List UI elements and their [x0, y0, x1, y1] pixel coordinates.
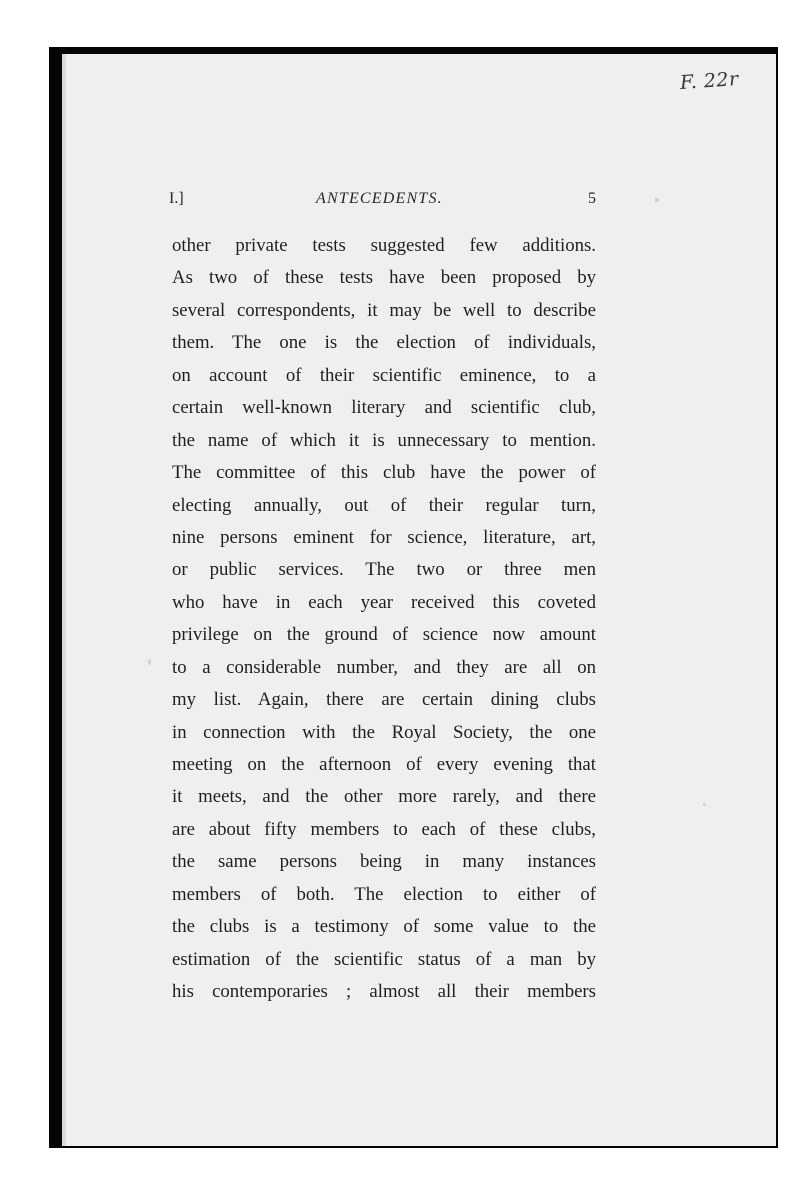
- text-line: it meets, and the other more rarely, and there: [172, 786, 596, 808]
- paper-speck: [655, 198, 659, 202]
- paper-speck: [703, 803, 706, 806]
- text-line: the name of which it is unnecessary to mention.: [172, 429, 596, 451]
- text-line: several correspondents, it may be well to describe: [172, 299, 596, 321]
- text-line: in connection with the Royal Society, the one: [172, 721, 596, 743]
- text-line: them. The one is the election of individuals,: [172, 332, 596, 354]
- text-line: members of both. The election to either of: [172, 883, 596, 905]
- running-title: ANTECEDENTS.: [316, 190, 443, 207]
- text-line: his contemporaries ; almost all their members: [172, 981, 596, 1003]
- text-line: other private tests suggested few additions.: [172, 235, 596, 256]
- page-number: 5: [588, 190, 596, 207]
- body-text: [172, 230, 596, 1009]
- text-line: the same persons being in many instances: [172, 851, 596, 873]
- text-line: to a considerable number, and they are all on: [172, 656, 596, 678]
- text-line: who have in each year received this coveted: [172, 591, 596, 613]
- text-line: The committee of this club have the power of: [172, 462, 596, 484]
- page-edge-shadow: [62, 54, 66, 1146]
- text-line: estimation of the scientific status of a man by: [172, 948, 596, 970]
- text-line: privilege on the ground of science now amount: [172, 624, 596, 646]
- text-line: meeting on the afternoon of every evening that: [172, 754, 596, 775]
- text-line: on account of their scientific eminence, to a: [172, 364, 596, 386]
- text-line: are about fifty members to each of these clubs,: [172, 818, 596, 840]
- chapter-number: I.]: [169, 190, 184, 207]
- paper-speck: [148, 659, 151, 665]
- running-head: [169, 190, 599, 214]
- text-line: certain well-known literary and scientific club,: [172, 397, 596, 419]
- text-line: my list. Again, there are certain dining clubs: [172, 689, 596, 711]
- text-line: or public services. The two or three men: [172, 559, 596, 581]
- text-line: electing annually, out of their regular turn,: [172, 494, 596, 516]
- folio-annotation: F. 22r: [679, 67, 740, 95]
- text-line: nine persons eminent for science, literature, art,: [172, 526, 596, 548]
- text-line: the clubs is a testimony of some value to the: [172, 916, 596, 938]
- text-line: As two of these tests have been proposed by: [172, 267, 596, 289]
